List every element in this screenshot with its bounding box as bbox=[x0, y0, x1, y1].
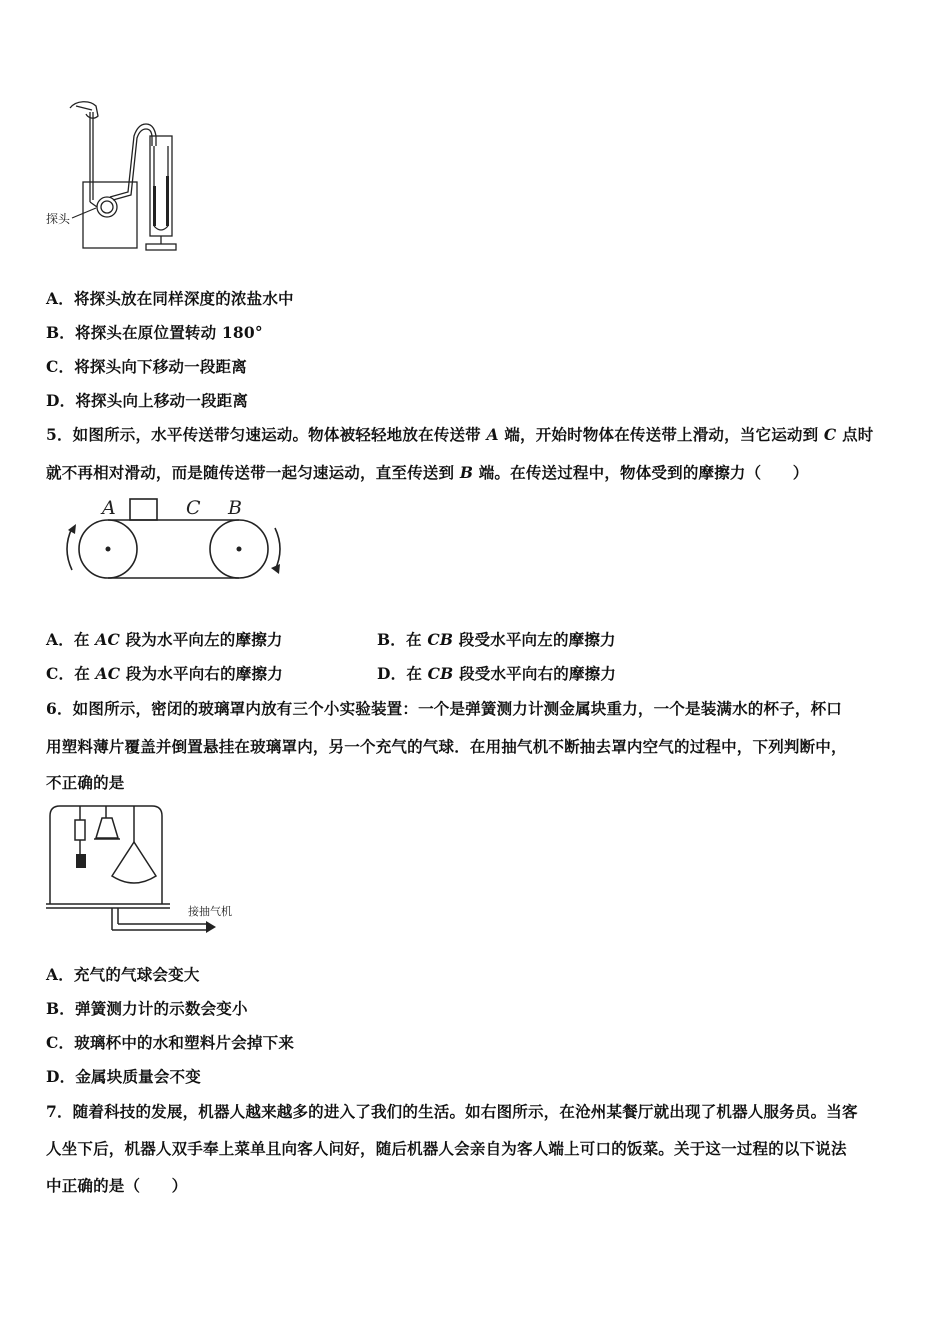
q5-option-a: A．在 AC 段为水平向左的摩擦力 bbox=[46, 630, 283, 649]
q7-stem-line-2: 人坐下后，机器人双手奉上菜单且向客人问好，随后机器人会亲自为客人端上可口的饭菜。关于这一过程的以下说法 bbox=[46, 1139, 847, 1158]
q4-option-c: C．将探头向下移动一段距离 bbox=[46, 357, 247, 376]
q7-stem-line-1: 7．随着科技的发展，机器人越来越多的进入了我们的生活。如右图所示，在沧州某餐厅就出现了机器人服务员。当客 bbox=[46, 1102, 858, 1121]
q6-option-b: B．弹簧测力计的示数会变小 bbox=[46, 999, 248, 1018]
q6-stem-line-3: 不正确的是 bbox=[46, 773, 125, 792]
bell-jar-figure bbox=[46, 802, 256, 937]
q5-stem-line-1: 5．如图所示，水平传送带匀速运动。物体被轻轻地放在传送带 A 端，开始时物体在传送带上滑动，当它运动到 C 点时 bbox=[46, 425, 874, 444]
q6-option-a: A．充气的气球会变大 bbox=[46, 965, 200, 984]
q4-option-a: A．将探头放在同样深度的浓盐水中 bbox=[46, 289, 294, 308]
q5-option-d: D．在 CB 段受水平向右的摩擦力 bbox=[377, 664, 617, 683]
q4-option-d: D．将探头向上移动一段距离 bbox=[46, 391, 249, 410]
belt-label-a: A bbox=[102, 497, 116, 519]
q4-option-b: B．将探头在原位置转动 180° bbox=[46, 323, 263, 342]
q6-option-d: D．金属块质量会不变 bbox=[46, 1067, 201, 1086]
vacuum-pump-label: 接抽气机 bbox=[188, 905, 232, 918]
conveyor-belt-figure bbox=[56, 494, 301, 586]
belt-label-b: B bbox=[228, 497, 242, 519]
q7-stem-line-3: 中正确的是（ ） bbox=[46, 1176, 188, 1195]
q5-option-c: C．在 AC 段为水平向右的摩擦力 bbox=[46, 664, 283, 683]
q6-option-c: C．玻璃杯中的水和塑料片会掉下来 bbox=[46, 1033, 295, 1052]
q5-stem-line-2: 就不再相对滑动，而是随传送带一起匀速运动，直至传送到 B 端。在传送过程中，物体受到的摩擦力（ ） bbox=[46, 463, 809, 482]
pressure-gauge-figure bbox=[46, 96, 186, 256]
q6-stem-line-1: 6．如图所示，密闭的玻璃罩内放有三个小实验装置：一个是弹簧测力计测金属块重力，一个是装满水的杯子，杯口 bbox=[46, 699, 842, 718]
probe-label: 探头 bbox=[46, 212, 71, 226]
belt-label-c: C bbox=[186, 497, 201, 519]
q5-option-b: B．在 CB 段受水平向左的摩擦力 bbox=[377, 630, 616, 649]
q6-stem-line-2: 用塑料薄片覆盖并倒置悬挂在玻璃罩内，另一个充气的气球．在用抽气机不断抽去罩内空气的过程中，下列判断中， bbox=[46, 737, 847, 756]
